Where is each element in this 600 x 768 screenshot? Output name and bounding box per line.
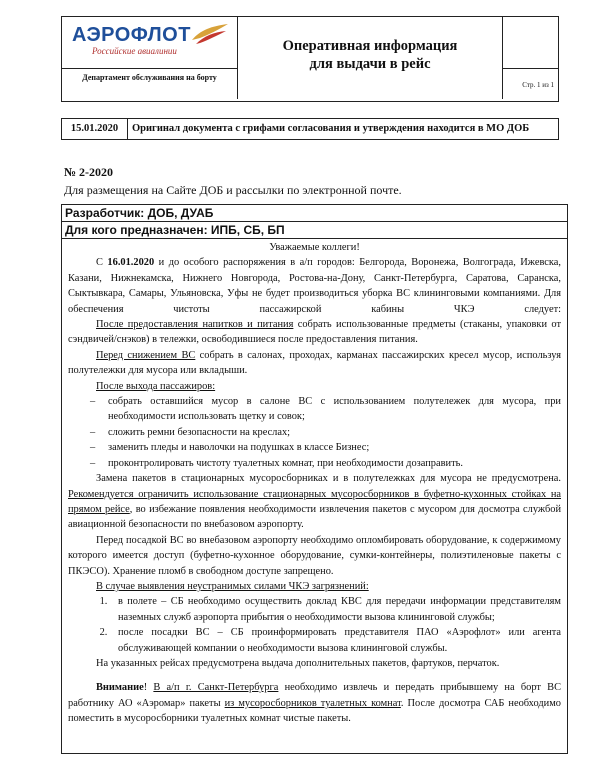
logo-subtext: Российские авиалинии xyxy=(92,46,177,56)
list-item: 1. в полете – СБ необходимо осуществить доклад КВС для передачи информации представителям наземных служб аэропорта прибытия о необходимости вызова клининговой службы; xyxy=(110,594,561,625)
header-logo-cell xyxy=(62,17,238,99)
paragraph-before-descent: Перед снижением ВС собрать в салонах, проходах, карманах пассажирских кресел мусор, используя полутележки для мусора или вкладыши. xyxy=(68,349,561,377)
aeroflot-logo xyxy=(68,22,230,62)
header-title-cell xyxy=(238,17,503,99)
original-location-note: Оригинал документа с грифами согласования и утверждения находится в МО ДОБ xyxy=(132,123,530,134)
contamination-heading: В случае выявления неустранимых силами ЧКЭ загрязнений: xyxy=(96,580,369,592)
list-item: 2. после посадки ВС – СБ проинформировать представителя ПАО «Аэрофлот» или агента обслуживающей компании о необходимости вызова клининговой службы. xyxy=(110,625,561,656)
intended-for-text: Для кого предназначен: ИПБ, СБ, БП xyxy=(65,223,285,237)
paragraph-airports: С 16.01.2020 и до особого распоряжения в а/п городов: Белгорода, Воронежа, Волгограда, Ижевска, Казани, Нижнекамска, Нижнего Новгорода, Ростова-на-Дону, Санкт-Петербурга, Саратова, Саранска, Сыктывкара, Самары, Ульяновска, Уфы не будет производиться уборка ВС клининговыми компаниями. Для обеспечения чистоты пассажирской кабины ЧКЭ следует: xyxy=(68,257,561,315)
list-item: – сложить ремни безопасности на креслах; xyxy=(92,425,561,440)
list-item: – проконтролировать чистоту туалетных комнат, при необходимости дозаправить. xyxy=(92,456,561,471)
developer-row xyxy=(62,205,567,222)
contamination-list xyxy=(62,594,567,656)
after-deplaning-list xyxy=(62,394,567,471)
attention-paragraph: Внимание! В а/п г. Санкт-Петербурга необходимо извлечь и передать прибывшему на борт ВС работнику АО «Аэромар» пакеты из мусоросборников туалетных комнат. После досмотра САБ необходимо поместить в мусоросборники туалетных комнат чистые пакеты. xyxy=(68,682,562,725)
intended-for-row xyxy=(62,222,567,239)
list-item: – собрать оставшийся мусор в салоне ВС с использованием полутележек для мусора, при необходимости использовать щетку и совок; xyxy=(92,394,561,425)
content-box xyxy=(61,204,568,754)
after-deplaning-heading: После выхода пассажиров: xyxy=(96,380,216,392)
issue-date: 15.01.2020 xyxy=(62,119,128,139)
page-cell-divider xyxy=(503,68,558,69)
date-strip xyxy=(61,118,559,140)
title-line-2: для выдачи в рейс xyxy=(309,56,431,72)
paragraph-bag-replacement: Замена пакетов в стационарных мусоросборниках и в полутележках для мусора не предусмотрена. Рекомендуется ограничить использование стационарных мусоросборников в буфетно-кухонных стойках на прямом рейсе, во избежание появления необходимости извлечения пакетов с мусором для досмотра службой авиационной безопасности по внебазовом аэропорту. xyxy=(68,473,562,531)
document-number: № 2-2020 xyxy=(64,165,114,179)
distribution-purpose: Для размещения на Сайте ДОБ и рассылки по электронной почте. xyxy=(64,183,402,197)
department-label: Департамент обслуживания на борту xyxy=(82,73,217,82)
winged-hammer-sickle-icon xyxy=(190,22,230,48)
paragraph-sealing: Перед посадкой ВС во внебазовом аэропорту необходимо опломбировать оборудование, к содержимому которого имеется доступ (буфетно-кухонное оборудование, сумки-контейнеры, полиэтиленовые пакеты с ПКЭСО). Хранение пломб в свободном доступе запрещено. xyxy=(68,534,561,577)
paragraph-extra-supplies: На указанных рейсах предусмотрена выдача дополнительных пакетов, фартуков, перчаток. xyxy=(96,657,500,669)
body-text xyxy=(62,240,567,727)
greeting: Уважаемые коллеги! xyxy=(269,242,360,253)
paragraph-after-service: После предоставления напитков и питания собрать использованные предметы (стаканы, упаковки от сэндвичей/снэков) в тележки, освободившиеся после предоставления питания. xyxy=(68,319,561,346)
document-title xyxy=(238,37,502,73)
list-item: – заменить пледы и наволочки на подушках в классе Бизнес; xyxy=(92,440,561,455)
title-line-1: Оперативная информация xyxy=(282,38,458,54)
logo-divider xyxy=(62,68,237,69)
attention-label: Внимание xyxy=(96,682,144,694)
logo-wordmark: АЭРОФЛОТ xyxy=(72,24,191,46)
start-date: 16.01.2020 xyxy=(107,257,155,269)
page-number: Стр. 1 из 1 xyxy=(522,81,554,89)
header-table xyxy=(61,16,559,102)
developer-text: Разработчик: ДОБ, ДУАБ xyxy=(65,206,214,220)
header-page-cell xyxy=(503,17,558,99)
